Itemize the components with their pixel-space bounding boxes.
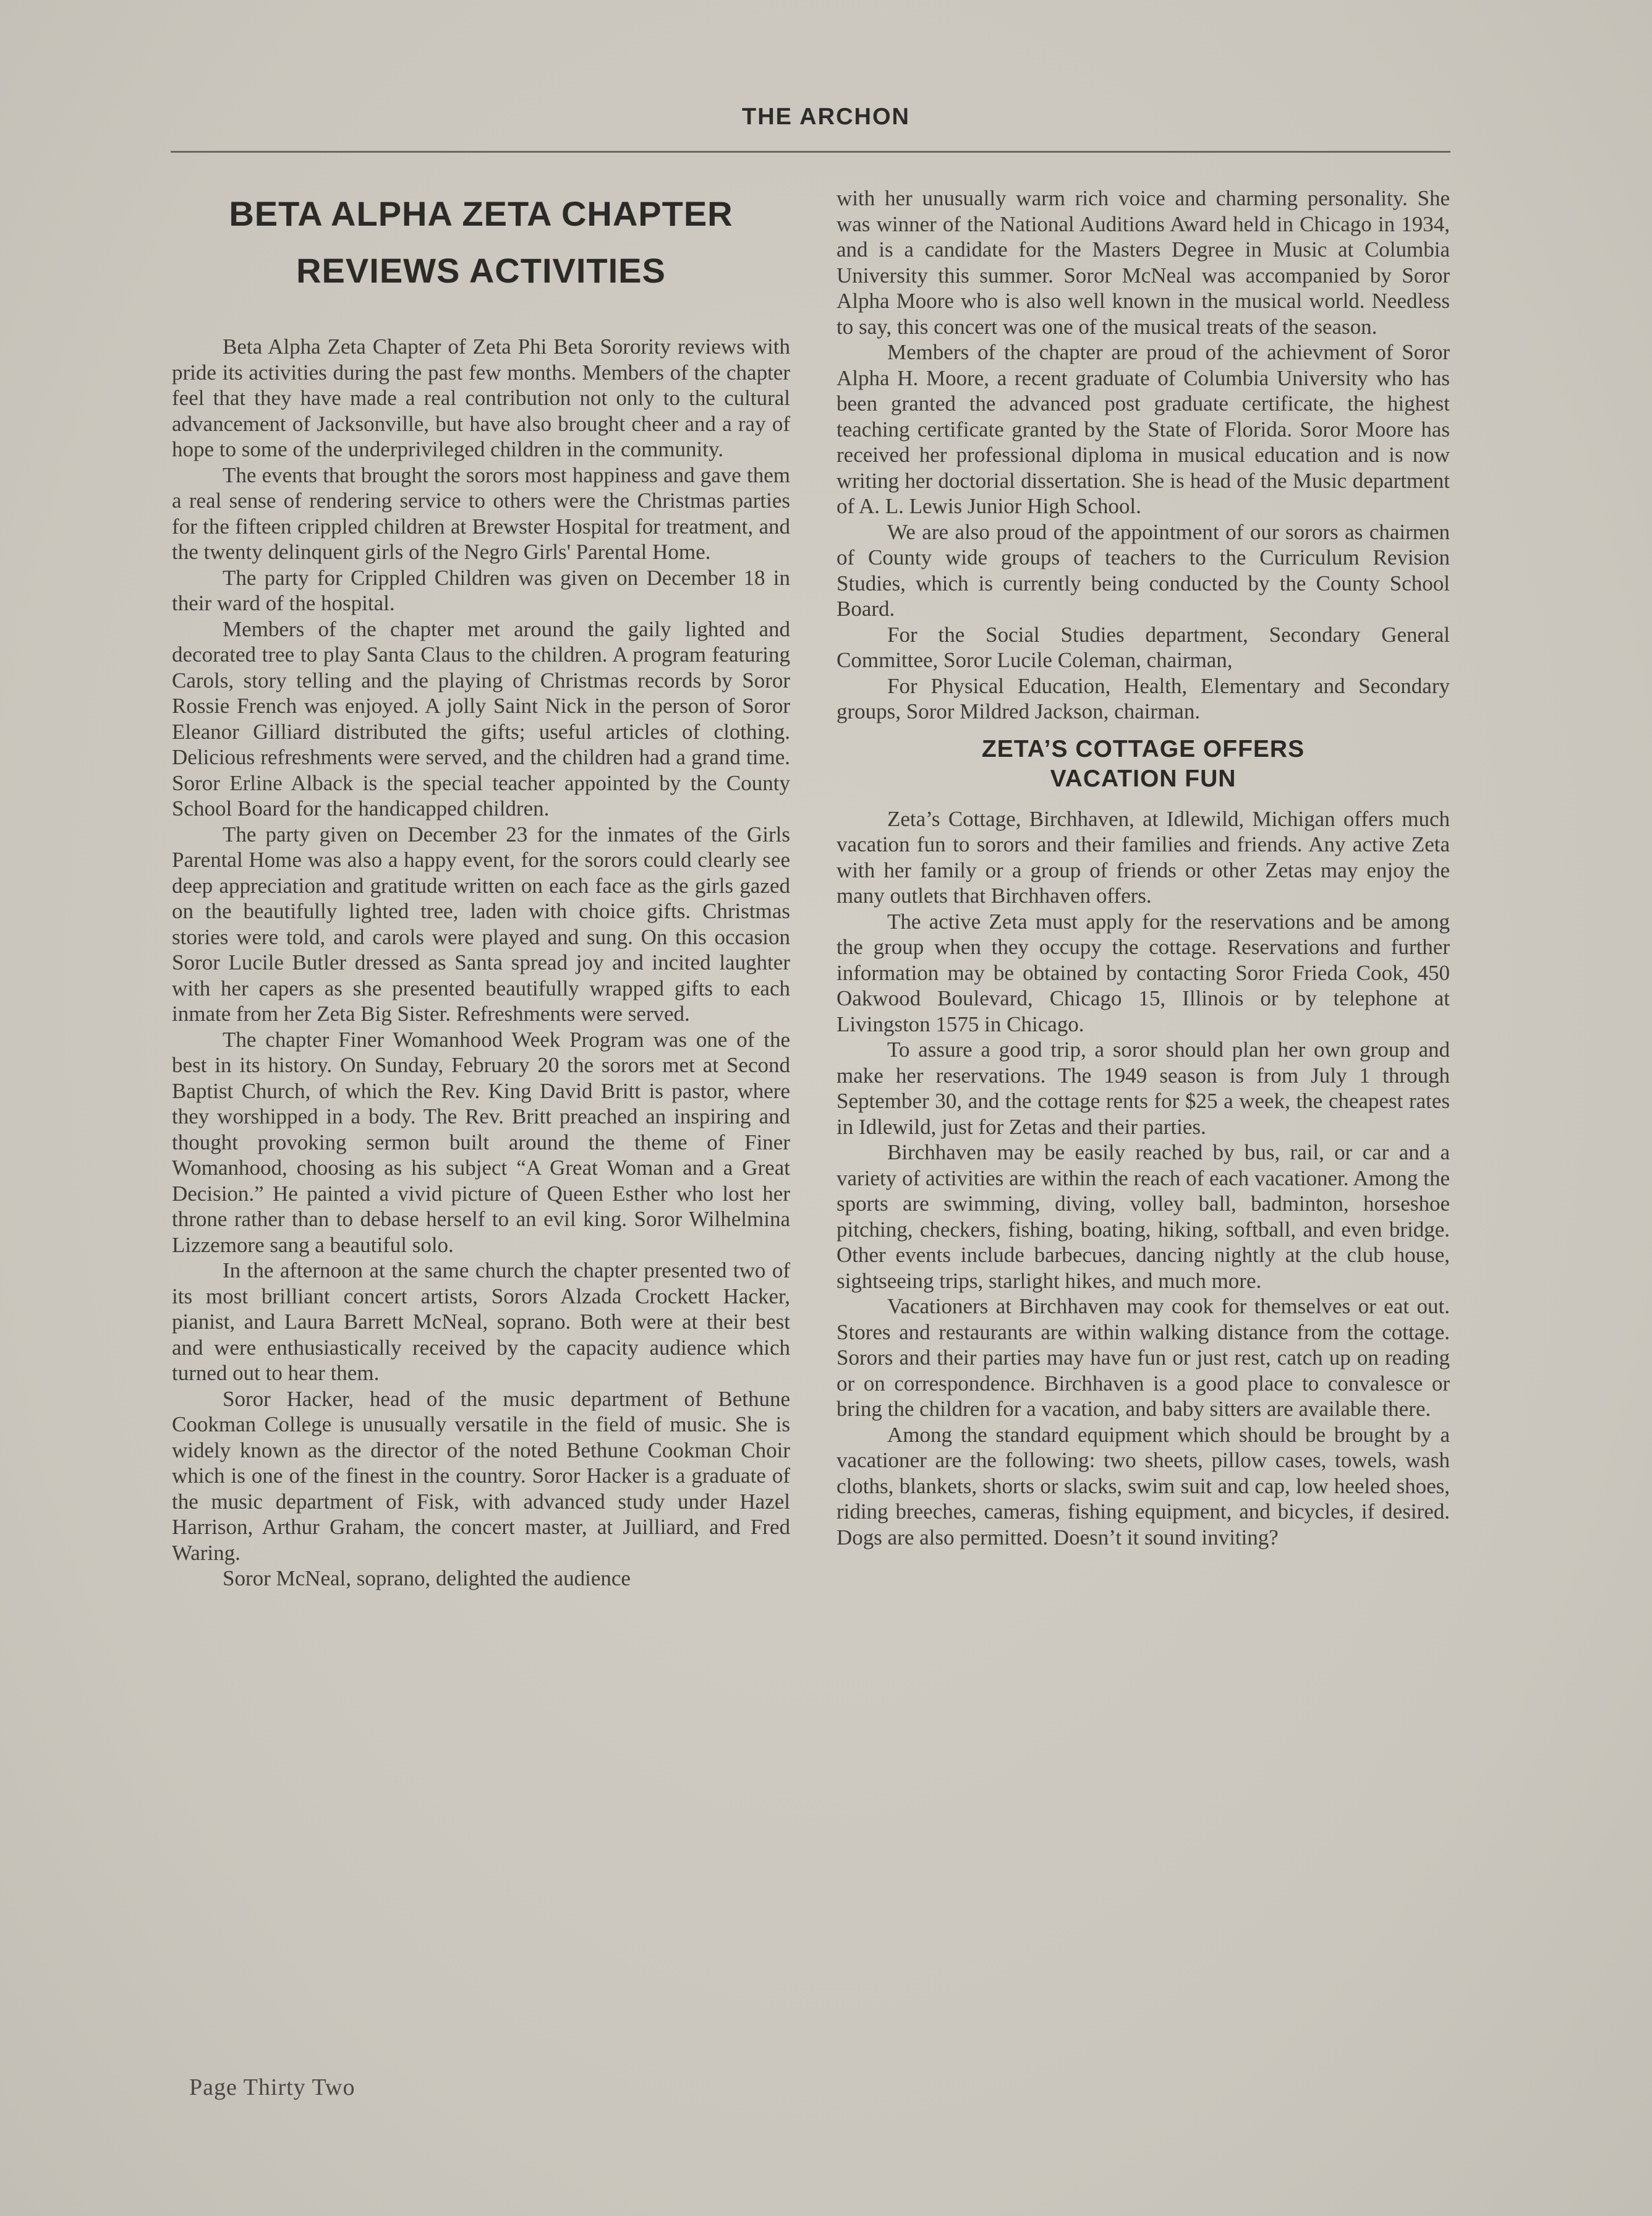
right-column bbox=[837, 185, 1450, 1550]
paragraph: In the afternoon at the same church the chapter presented two of its most brilliant concert artists, Sorors Alzada Crockett Hacker, pianist, and Laura Barrett McNeal, soprano. Both were at their best and were enthusiastically received by the capacity audience which turned out to hear them. bbox=[172, 1258, 790, 1385]
paragraph: The party for Crippled Children was given on December 18 in their ward of the hospital. bbox=[172, 565, 790, 615]
paragraph: Soror McNeal, soprano, delighted the audience bbox=[223, 1566, 631, 1590]
header-rule bbox=[171, 151, 1450, 153]
left-column bbox=[172, 185, 790, 1592]
article2-title-line1: ZETA’S COTTAGE OFFERS bbox=[981, 735, 1305, 762]
paragraph: Beta Alpha Zeta Chapter of Zeta Phi Beta Sorority reviews with pride its activities during the past few months. Members of the chapter feel that they have made a real contribution not only to the cultural advancement of Jacksonville, but have also brought cheer and a ray of hope to some of the underprivileged children in the community. bbox=[172, 335, 790, 461]
article1-title-line2: REVIEWS ACTIVITIES bbox=[296, 251, 666, 290]
paragraph: The active Zeta must apply for the reservations and be among the group when they occupy the cottage. Reservations and further information may be obtained by contacting Soror Frieda Cook, 450 Oakwood Boulevard, Chicago 15, Illinois or by telephone at Livingston 1575 in Chicago. bbox=[837, 909, 1450, 1036]
article1-title-line1: BETA ALPHA ZETA CHAPTER bbox=[229, 194, 733, 233]
paragraph: Soror Hacker, head of the music department of Bethune Cookman College is unusually versatile in the field of music. She is widely known as the director of the noted Bethune Cookman Choir which is one of the finest in the country. Soror Hacker is a graduate of the music department of Fisk, with advanced study under Hazel Harrison, Arthur Graham, the concert master, at Juilliard, and Fred Waring. bbox=[172, 1386, 790, 1565]
paragraph: The chapter Finer Womanhood Week Program was one of the best in its history. On Sunday, February 20 the sorors met at Second Baptist Church, of which the Rev. King David Britt is pastor, where they worshipped in a body. The Rev. Britt preached an inspiring and thought provoking sermon built around the theme of Finer Womanhood, choosing as his subject “A Great Woman and a Great Decision.” He painted a vivid picture of Queen Esther who lost her throne rather than to debase herself to an evil king. Soror Wilhelmina Lizzemore sang a beautiful solo. bbox=[172, 1027, 790, 1257]
paragraph: For the Social Studies department, Secondary General Committee, Soror Lucile Coleman, chairman, bbox=[837, 622, 1450, 672]
paragraph: Members of the chapter are proud of the achievment of Soror Alpha H. Moore, a recent graduate of Columbia University who has been granted the advanced post graduate certificate, the highest teaching certificate granted by the State of Florida. Soror Moore has received her professional diploma in musical education and is now writing her doctorial dissertation. She is head of the Music department of A. L. Lewis Junior High School. bbox=[837, 340, 1450, 518]
article1-title bbox=[172, 185, 790, 299]
paragraph: Birchhaven may be easily reached by bus, rail, or car and a variety of activities are within the reach of each vacationer. Among the sports are swimming, diving, volley ball, badminton, horseshoe pitching, checkers, fishing, boating, hiking, softball, and even bridge. Other events include barbecues, dancing nightly at the club house, sightseeing trips, starlight hikes, and much more. bbox=[837, 1140, 1450, 1293]
paragraph: The party given on December 23 for the inmates of the Girls Parental Home was also a happy event, for the sorors could clearly see deep appreciation and gratitude written on each face as the girls gazed on the beautifully lighted tree, laden with choice gifts. Christmas stories were told, and carols were played and sung. On this occasion Soror Lucile Butler dressed as Santa spread joy and incited laughter with her capers as she presented beautifully wrapped gifts to each inmate from her Zeta Big Sister. Refreshments were served. bbox=[172, 822, 790, 1026]
paragraph: The events that brought the sorors most happiness and gave them a real sense of rendering service to others were the Christmas parties for the fifteen crippled children at Brewster Hospital for treatment, and the twenty delinquent girls of the Negro Girls' Parental Home. bbox=[172, 462, 790, 564]
paragraph-continuation: with her unusually warm rich voice and charming personality. She was winner of the National Auditions Award held in Chicago in 1934, and is a candidate for the Masters Degree in Music at Columbia University this summer. Soror McNeal was accompanied by Soror Alpha Moore who is also well known in the musical world. Needless to say, this concert was one of the musical treats of the season. bbox=[837, 186, 1450, 339]
paragraph: We are also proud of the appointment of our sorors as chairmen of County wide groups of teachers to the Curriculum Revision Studies, which is currently being conducted by the County School Board. bbox=[837, 519, 1450, 621]
page-number: Page Thirty Two bbox=[189, 2074, 356, 2100]
article2-title bbox=[837, 735, 1450, 794]
paragraph: Members of the chapter met around the gaily lighted and decorated tree to play Santa Claus to the children. A program featuring Carols, story telling and the playing of Christmas records by Soror Rossie French was enjoyed. A jolly Saint Nick in the person of Soror Eleanor Gilliard distributed the gifts; useful articles of clothing. Delicious refreshments were served, and the children had a grand time. Soror Erline Alback is the special teacher appointed by the County School Board for the handicapped children. bbox=[172, 616, 790, 820]
paragraph: Among the standard equipment which should be brought by a vacationer are the following: two sheets, pillow cases, towels, wash cloths, blankets, shorts or slacks, swim suit and cap, low heeled shoes, riding breeches, cameras, fishing equipment, and bicycles, if desired. Dogs are also permitted. Doesn’t it sound inviting? bbox=[837, 1422, 1450, 1549]
paragraph: Vacationers at Birchhaven may cook for themselves or eat out. Stores and restaurants are within walking distance from the cottage. Sorors and their parties may have fun or just rest, catch up on reading or on correspondence. Birchhaven is a good place to convalesce or bring the children for a vacation, and baby sitters are available there. bbox=[837, 1294, 1450, 1421]
paragraph: Zeta’s Cottage, Birchhaven, at Idlewild, Michigan offers much vacation fun to sorors and their families and friends. Any active Zeta with her family or a group of friends or other Zetas may enjoy the many outlets that Birchhaven offers. bbox=[837, 806, 1450, 908]
paragraph: For Physical Education, Health, Elementary and Secondary groups, Soror Mildred Jackson, chairman. bbox=[837, 673, 1450, 723]
article2-title-line2: VACATION FUN bbox=[1050, 765, 1237, 792]
paragraph: To assure a good trip, a soror should plan her own group and make her reservations. The 1949 season is from July 1 through September 30, and the cottage rents for $25 a week, the cheapest rates in Idlewild, just for Zetas and their parties. bbox=[837, 1038, 1450, 1139]
running-header: THE ARCHON bbox=[742, 104, 910, 130]
